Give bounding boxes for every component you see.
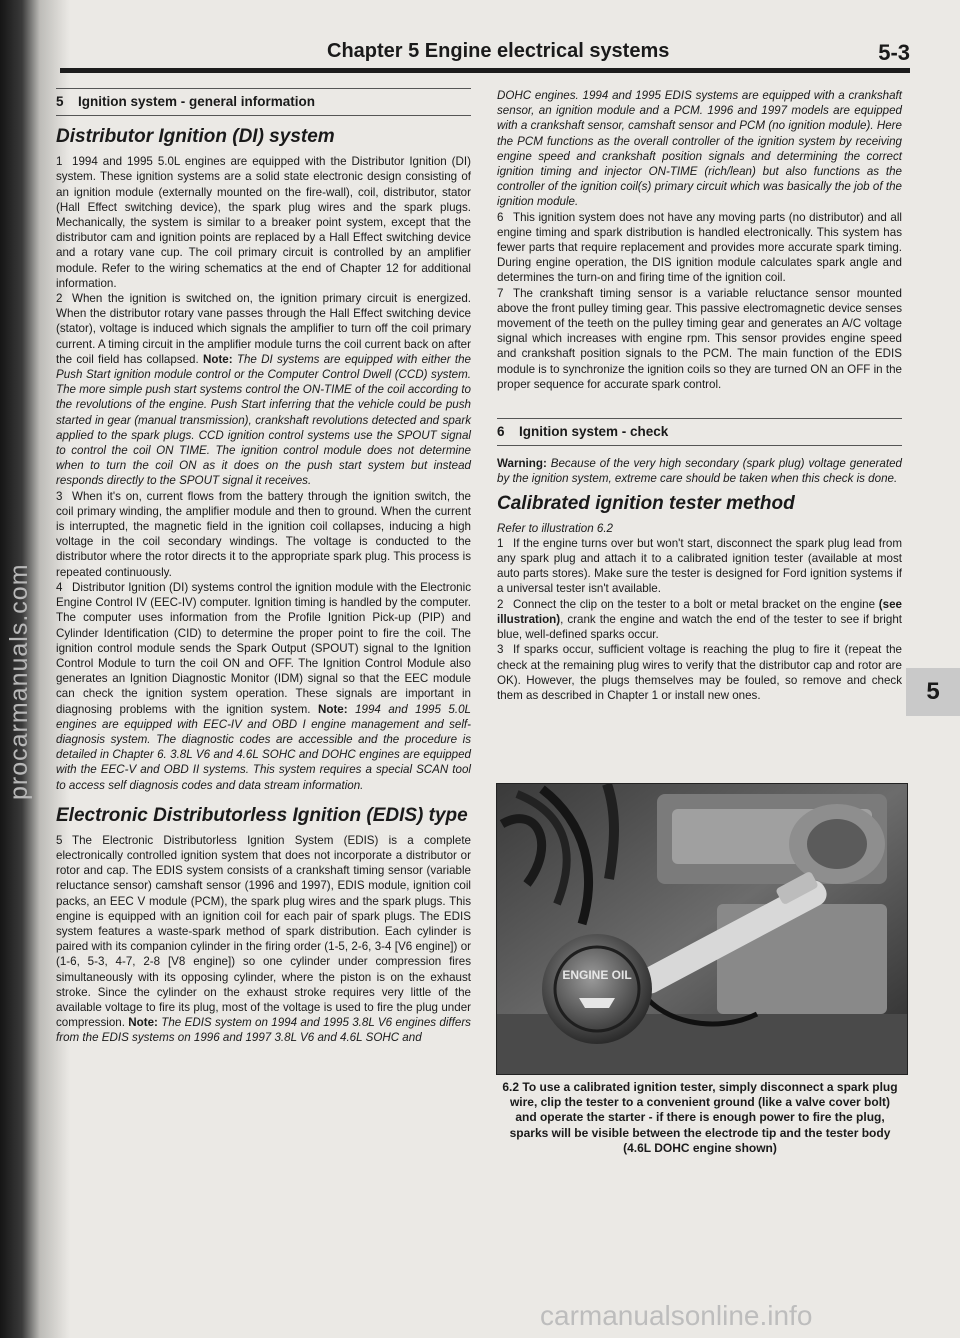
step-number: 1 xyxy=(497,536,504,550)
di-heading: Distributor Ignition (DI) system xyxy=(56,126,335,148)
paragraph-5 xyxy=(56,833,471,1046)
section-number: 5 xyxy=(56,94,64,109)
step-number: 2 xyxy=(497,597,504,611)
oil-filler-cap xyxy=(542,934,652,1044)
step-text: Connect the clip on the tester to a bolt or metal bracket on the engine xyxy=(513,597,876,611)
paragraph-1 xyxy=(56,154,471,291)
warning-label: Warning: xyxy=(497,457,547,471)
paragraph-number: 3 xyxy=(56,489,63,503)
note-label: Note: xyxy=(202,352,233,366)
note-label: Note: xyxy=(128,1016,158,1030)
method-heading: Calibrated ignition tester method xyxy=(497,492,795,514)
section-5-heading xyxy=(56,88,471,116)
page-number: 5-3 xyxy=(878,40,910,65)
section-number: 6 xyxy=(497,424,505,440)
step-1 xyxy=(497,536,902,597)
step-text-continued: , crank the engine and watch the end of the tester to see if bright blue, well-defined sparks occur. xyxy=(497,612,902,642)
step-2 xyxy=(497,597,902,643)
chapter-title: Chapter 5 Engine electrical systems xyxy=(327,40,670,62)
step-number: 3 xyxy=(497,643,504,657)
warning xyxy=(497,456,902,486)
warning-text: Because of the very high secondary (spark plug) voltage generated by the ignition system, extreme care should be taken when this check is done. xyxy=(497,457,902,486)
oil-cap-label: ENGINE OIL xyxy=(562,968,632,982)
side-watermark: procarmanuals.com xyxy=(5,563,33,800)
step-3 xyxy=(497,642,902,703)
paragraph-2 xyxy=(56,291,471,489)
chapter-tab: 5 xyxy=(906,668,960,716)
note-text: The DI systems are equipped with either the Push Start ignition module control or the Computer Control Dwell (CCD) system. The more simple push start systems control the ON-TIME of the coil according to the revolutions of the engine. Push Start inferring that the vehicle could be push started in gear (manual transmission), crankshaft revolutions detected and spark applied to the spark plugs. CCD ignition control systems use the SPOUT signal to control the coil ON TIME. The ignition control module does not determine when to turn the coil ON as it does on the push start system but instead responds directly to the SPOUT signal it receives. xyxy=(56,352,471,488)
paragraph-number: 1 xyxy=(56,155,63,169)
paragraph-text: This ignition system does not have any moving parts (no distributor) and all engine timing and spark distribution is handled electronically. This system has fewer parts that require replacement and provides more accurate spark timing. During engine operation, the DIS ignition module calculates spark angle and determines the turn-on and firing time of the ignition coil. xyxy=(497,210,902,285)
paragraph-number: 5 xyxy=(56,833,63,847)
illustration-callout: (see illustration) xyxy=(497,597,902,626)
page-header xyxy=(60,28,910,73)
paragraph-text: 1994 and 1995 5.0L engines are equipped with the Distributor Ignition (DI) system. These ignition systems are a solid state electronic design consisting of an ignition module (externally mounted on the fire-wall), coil, distributor, stator (Hall Effect switching device), the spark plug wires and the spark plugs. Mechanically, the system is similar to a breaker point system, except that the distributor cam and ignition points are replaced by a Hall Effect switching device and a rotary vane cup. The coil primary circuit is controlled by an amplifier module. Refer to the wiring schematics at the end of Chapter 12 for additional information. xyxy=(56,155,471,290)
engine-photo xyxy=(496,783,908,1075)
left-column xyxy=(56,88,471,1046)
edis-heading: Electronic Distributorless Ignition (EDIS) type xyxy=(56,804,468,826)
section-title: Ignition system - check xyxy=(519,424,669,440)
illustration-reference: Refer to illustration 6.2 xyxy=(497,521,613,535)
paragraph-text: When it's on, current flows from the battery through the ignition switch, the coil primary winding, the amplifier module and then to ground. When the current is interrupted, the magnetic field in the ignition coil collapses, inducing a high voltage in the coil secondary windings. The voltage is conducted to the distributor where the rotor directs it to the appropriate spark plug. This process is repeated continuously. xyxy=(56,489,471,579)
paragraph-text: Distributor Ignition (DI) systems control the ignition module with the Electronic Engine Control IV (EEC-IV) computer. Ignition timing is handled by the computer. The computer uses information from the Profile Ignition Pick-up (PIP) and Cylinder Identification (CID) to determine the proper point to fire the coil. The ignition control module sends the Spark Output (SPOUT) signal to the Ignition Control Module to turn the coil ON and OFF. The Ignition Control Module also generates an Ignition Diagnostic Monitor (IDM) signal so that the EEC module can check the ignition system operation. These signals are important in diagnosing problems with the ignition system. xyxy=(56,580,471,716)
section-title: Ignition system - general information xyxy=(78,94,316,109)
bottom-watermark: carmanualsonline.info xyxy=(540,1300,813,1331)
figure-caption: 6.2 To use a calibrated ignition tester, simply disconnect a spark plug wire, clip the tester to a convenient ground (like a valve cover bolt) and operate the starter - if there is enough power to fire the plug, sparks will be visible between the electrode tip and the tester body (4.6L DOHC engine shown) xyxy=(502,1080,898,1155)
paragraph-text: The crankshaft timing sensor is a variable reluctance sensor mounted above the front pulley timing gear. This passive electromagnetic device senses movement of the teeth on the pulley timing gear and generates an A/C voltage signal which increases with engine rpm. This sensor provides engine speed and crankshaft position signals to the PCM. The main function of the EDIS module is to synchronize the ignition coils so they are turned ON an OFF in the proper sequence for accurate spark control. xyxy=(497,286,902,391)
section-6-heading xyxy=(497,418,902,446)
right-column xyxy=(497,88,902,703)
paragraph-6 xyxy=(497,210,902,286)
paragraph-number: 2 xyxy=(56,292,63,306)
paragraph-4 xyxy=(56,580,471,793)
note-text: The EDIS system on 1994 and 1995 3.8L V6 engines differs from the EDIS systems on 1996 and 1997 3.8L V6 and 4.6L SOHC and xyxy=(56,1016,471,1045)
step-text: If the engine turns over but won't start, disconnect the spark plug lead from any spark plug and attach it to a calibrated ignition tester (available at most auto parts stores). Make sure the tester is designed for Ford ignition systems if a universal tester isn't available. xyxy=(497,536,902,596)
paragraph-text: When the ignition is switched on, the ignition primary circuit is energized. When the distributor rotary vane passes through the Hall Effect switching device (stator), voltage is induced which signals the amplifier to turn off the coil primary current. A timing circuit in the amplifier module turns the coil current back on after the coil field has collapsed. xyxy=(56,292,471,366)
note-label: Note: xyxy=(317,702,348,716)
paragraph-number: 7 xyxy=(497,286,504,300)
paragraph-number: 6 xyxy=(497,210,504,224)
paragraph-7 xyxy=(497,286,902,392)
step-text: If sparks occur, sufficient voltage is reaching the plug to fire it (repeat the check at the remaining plug wires to verify that the distributor cap and rotor are OK). However, the plugs themselves may be fouled, so remove and check them as described in Chapter 1 or install new ones. xyxy=(497,643,902,702)
paragraph-5-continued: DOHC engines. 1994 and 1995 EDIS systems are equipped with a crankshaft sensor, an ignition module and a PCM. 1996 and 1997 models are equipped with a crankshaft sensor, camshaft sensor and PCM (no ignition module). Here the PCM functions as the overall controller of the ignition system by receiving engine speed and crankshaft position signals and determining the correct ignition timing and injector ON-TIME (rich/lean) but also functions as the controller of the ignition coil(s) primary circuit which was basically the job of the ignition module. xyxy=(497,89,902,209)
paragraph-3 xyxy=(56,489,471,580)
paragraph-number: 4 xyxy=(56,580,63,594)
note-text: 1994 and 1995 5.0L engines are equipped with EEC-IV and OBD I engine management and self-diagnosis system. The diagnostic codes are accessible and the procedure is detailed in Chapter 6. 3.8L V6 and 4.6L SOHC and DOHC engines are equipped with the EEC-V and OBD II systems. This system requires a special SCAN tool to access self diagnosis codes and data stream information. xyxy=(56,702,471,792)
paragraph-text: The Electronic Distributorless Ignition System (EDIS) is a complete electronically controlled ignition system that does not incorporate a distributor or rotor and cap. The EDIS system consists of a crankshaft timing sensor (variable reluctance sensor) camshaft sensor (1996 and 1997), EDIS module, ignition coil packs, an EEC V module (PCM), the spark plug wires and the spark plugs. This engine is equipped with an ignition coil for each pair of spark plugs. The EDIS system features a waste-spark method of spark distribution. Each cylinder is paired with its companion cylinder in the firing order (1-5, 2-6, 3-4 [V6 engine]) or (1-6, 5-3, 4-7, 2-8 [V8 engine]) so one cylinder under compression fires simultaneously with its opposing cylinder, where the piston is on the exhaust stroke. Since the cylinder on the exhaust stroke requires very little of the available voltage to fire its plug, most of the voltage is used to fire the plug under compression. xyxy=(56,833,471,1030)
